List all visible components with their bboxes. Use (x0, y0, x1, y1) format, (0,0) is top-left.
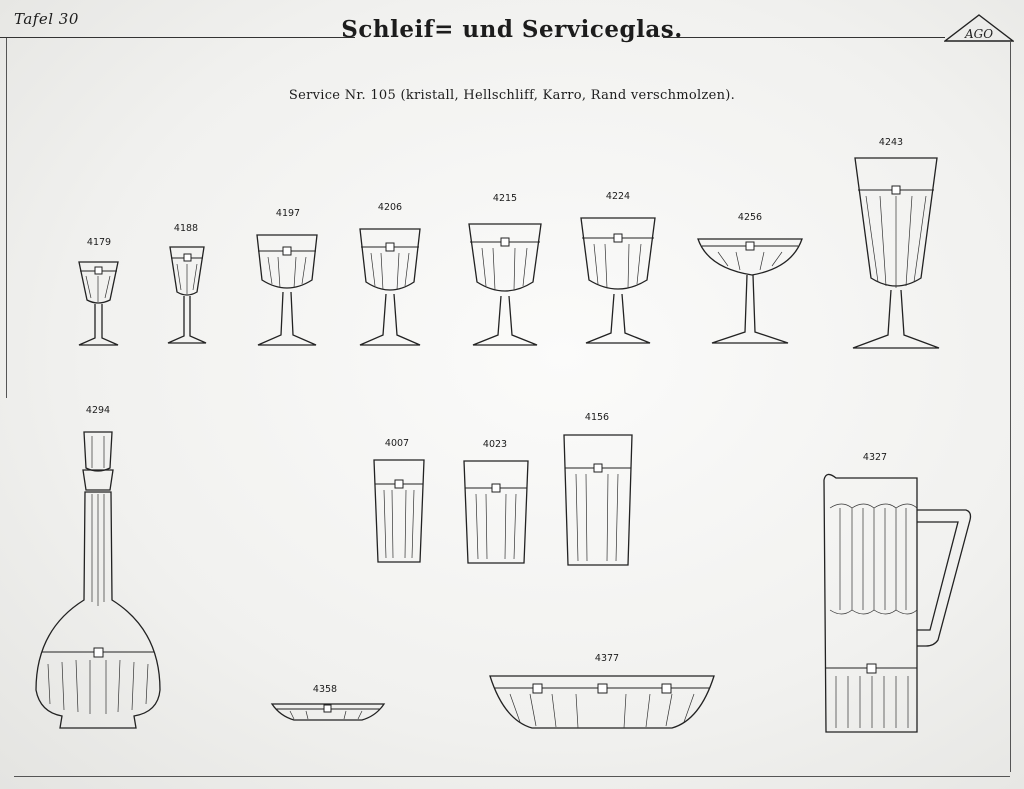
item-number-4188: 4188 (173, 223, 199, 234)
item-number-4179: 4179 (86, 237, 112, 248)
item-number-4197: 4197 (275, 208, 301, 219)
plate-number: Tafel 30 (14, 10, 79, 28)
glass-4243-drawing (853, 158, 939, 348)
glass-4179-drawing (79, 262, 118, 345)
glass-4206-drawing (360, 229, 420, 345)
glass-4215-drawing (469, 224, 541, 345)
item-number-4206: 4206 (377, 202, 403, 213)
glass-4256-drawing (698, 239, 802, 343)
item-number-4327: 4327 (862, 452, 888, 463)
jug-4327-drawing (824, 474, 971, 732)
glass-4197-drawing (257, 235, 317, 345)
item-number-4224: 4224 (605, 191, 631, 202)
item-number-4377: 4377 (594, 653, 620, 664)
tumbler-4007-drawing (374, 460, 424, 562)
item-number-4007: 4007 (384, 438, 410, 449)
decanter-4294-drawing (36, 432, 160, 728)
item-number-4023: 4023 (482, 439, 508, 450)
glass-4224-drawing (581, 218, 655, 343)
dish-4358-drawing (272, 704, 384, 720)
item-number-4215: 4215 (492, 193, 518, 204)
tumbler-4156-drawing (564, 435, 632, 565)
item-number-4243: 4243 (878, 137, 904, 148)
item-number-4156: 4156 (584, 412, 610, 423)
item-number-4256: 4256 (737, 212, 763, 223)
item-number-4294: 4294 (85, 405, 111, 416)
glass-4188-drawing (168, 247, 206, 343)
plate-title-text: Schleif= und Serviceglas. (341, 16, 683, 43)
item-number-4358: 4358 (312, 684, 338, 695)
plate-subtitle: Service Nr. 105 (kristall, Hellschliff, Karro, Rand verschmolzen). (288, 88, 736, 103)
bowl-4377-drawing (490, 676, 714, 728)
tumbler-4023-drawing (464, 461, 528, 563)
logo-text: AGO (964, 27, 994, 41)
